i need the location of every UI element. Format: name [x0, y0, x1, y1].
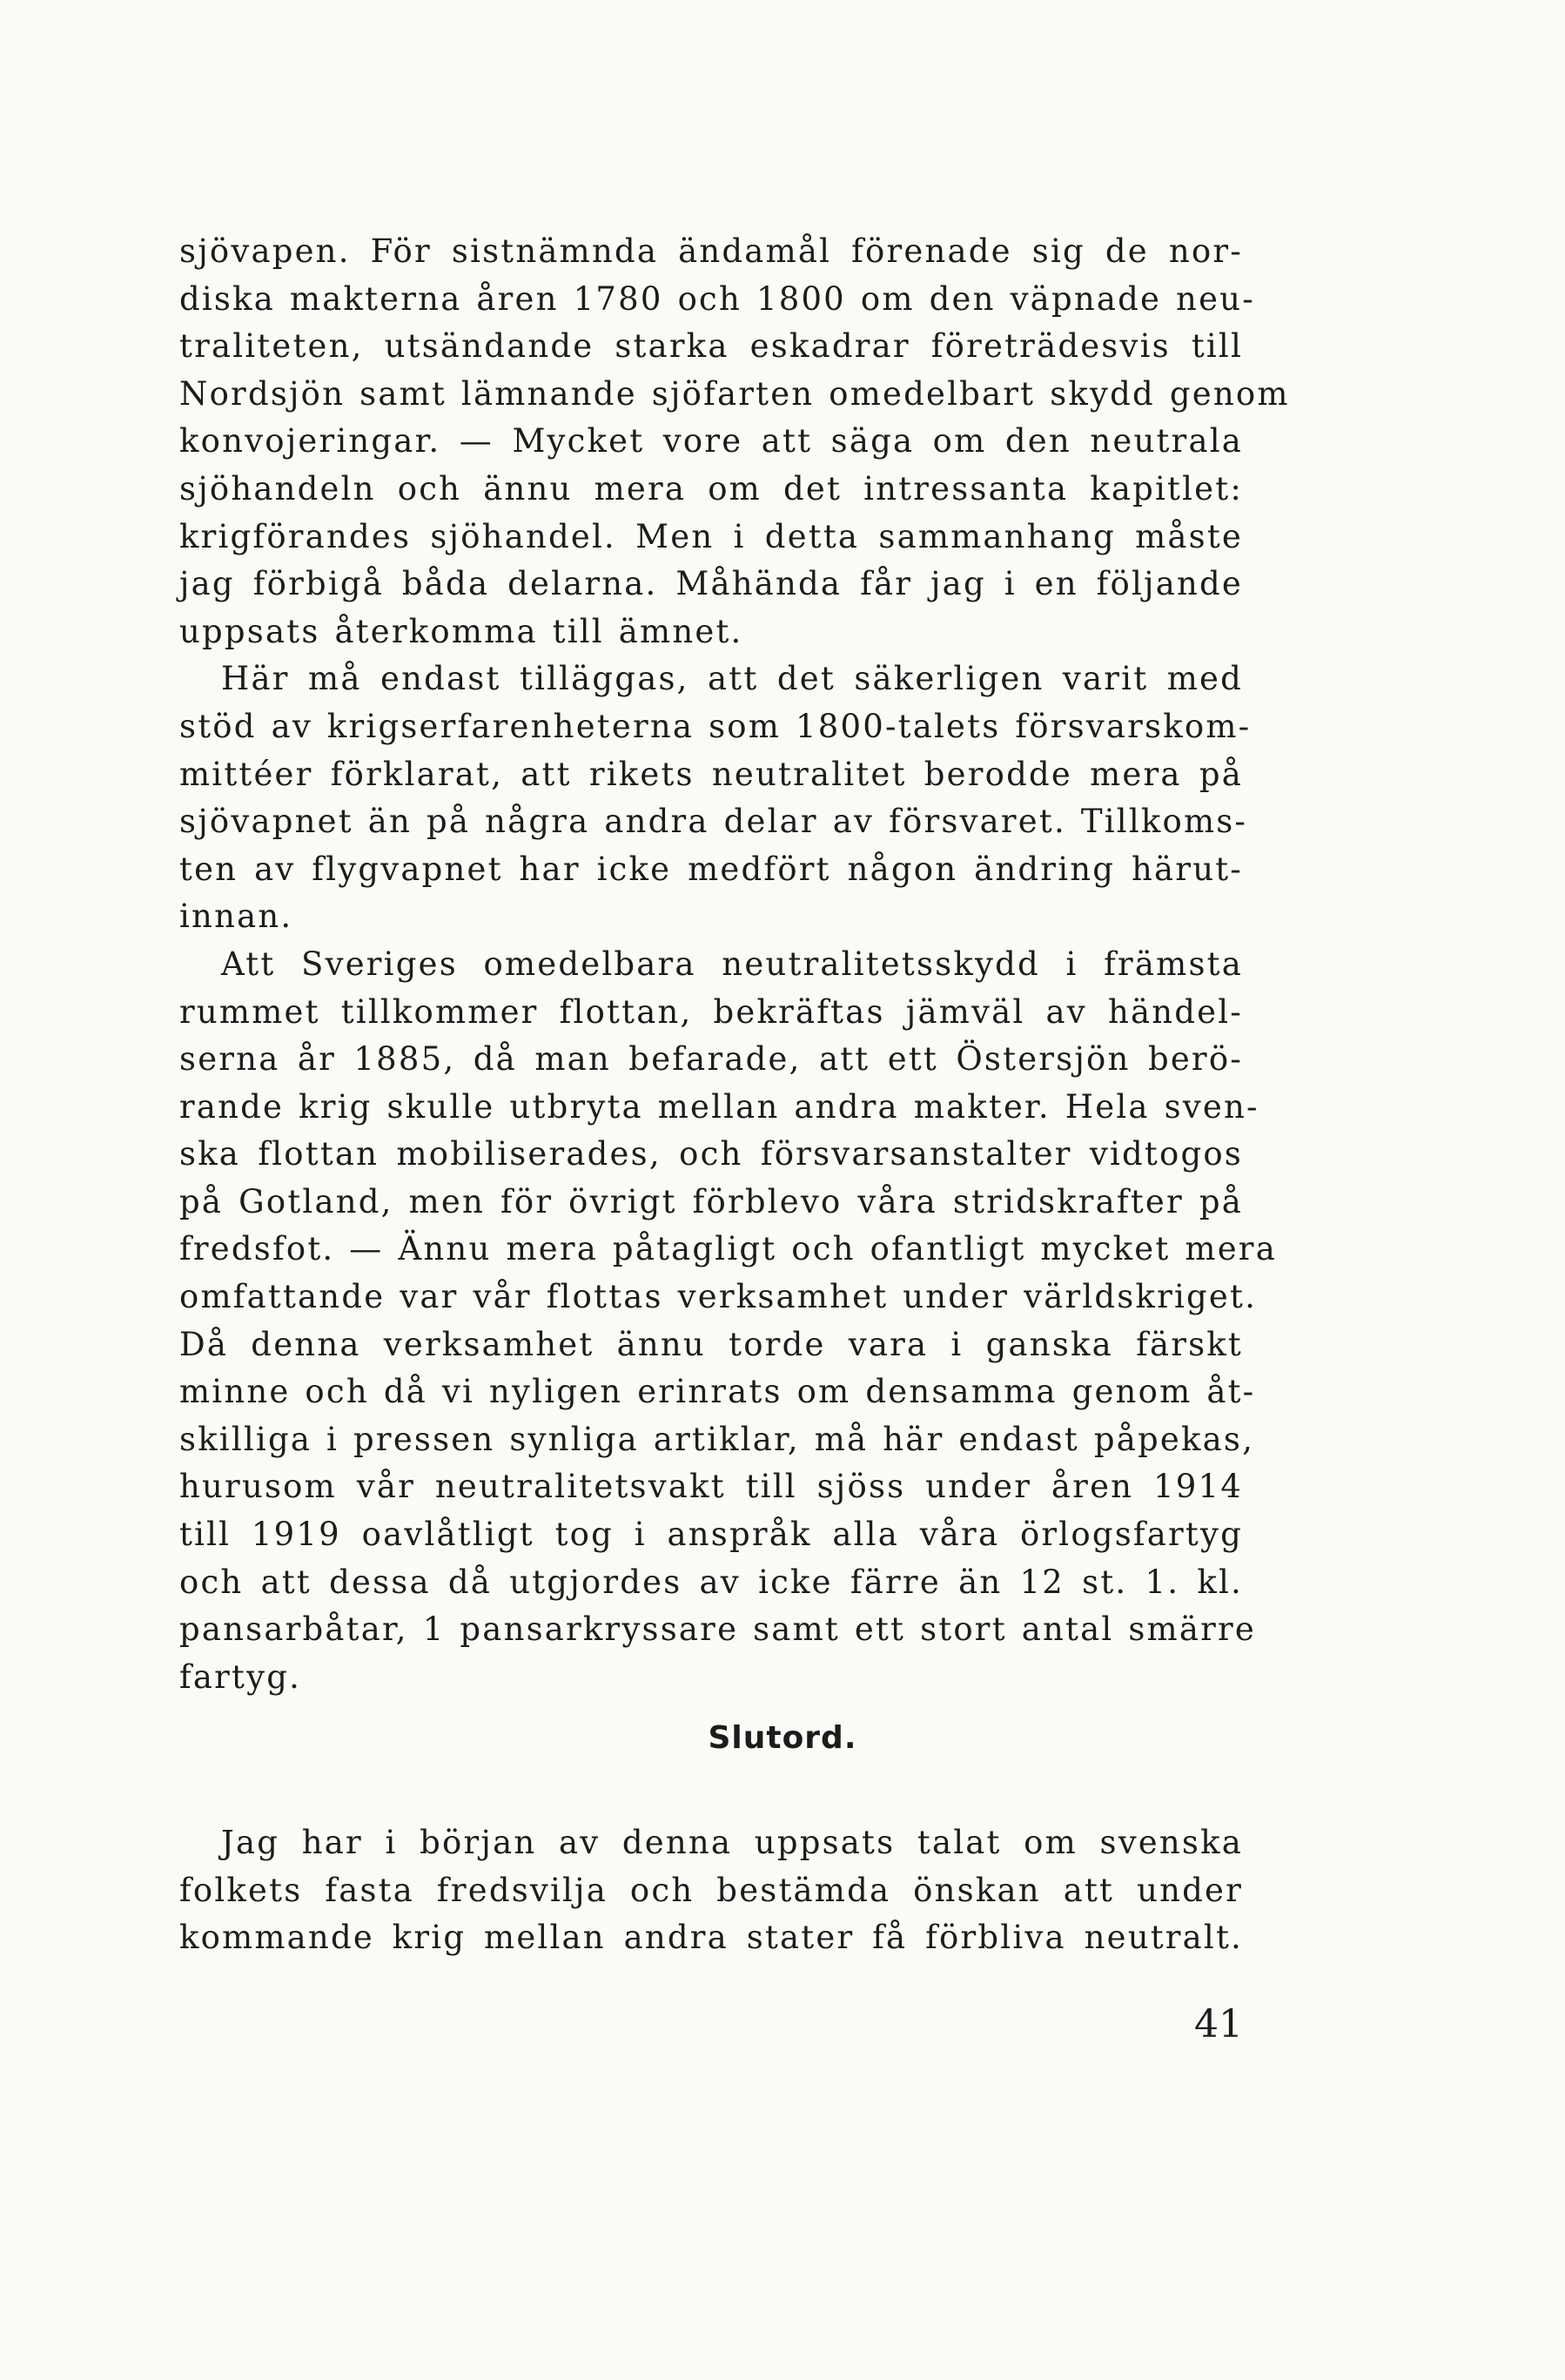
text-line: Att Sveriges omedelbara neutralitetsskydd i främsta — [221, 945, 1243, 983]
text-line: kommande krig mellan andra stater få förbliva neutralt. — [179, 1919, 1243, 1957]
page-number: 41 — [1194, 2002, 1243, 2047]
text-line: Här må endast tilläggas, att det säkerligen varit med — [221, 660, 1243, 698]
body-text — [179, 228, 1290, 1701]
text-line: folkets fasta fredsvilja och bestämda önskan att under — [179, 1871, 1243, 1909]
text-line: diska makterna åren 1780 och 1800 om den väpnade neu- — [179, 279, 1255, 318]
text-line: stöd av krigserfarenheterna som 1800-talets försvarskom- — [179, 707, 1252, 745]
text-line: hurusom vår neutralitetsvakt till sjöss under åren 1914 — [179, 1468, 1243, 1506]
text-line: till 1919 oavlåtligt tog i anspråk alla våra örlogsfartyg — [179, 1516, 1243, 1554]
text-line: fartyg. — [179, 1657, 302, 1696]
text-line: pansarbåtar, 1 pansarkryssare samt ett stort antal smärre — [179, 1610, 1256, 1649]
text-line: fredsfot. — Ännu mera påtagligt och ofantligt mycket mera — [179, 1230, 1277, 1268]
text-line: sjövapen. För sistnämnda ändamål förenade sig de nor- — [179, 232, 1243, 270]
text-line: Nordsjön samt lämnande sjöfarten omedelbart skydd genom — [179, 374, 1290, 413]
text-line: ska flottan mobiliserades, och försvarsanstalter vidtogos — [179, 1135, 1243, 1173]
text-line: mittéer förklarat, att rikets neutralitet berodde mera på — [179, 755, 1243, 793]
text-line: skilliga i pressen synliga artiklar, må här endast påpekas, — [179, 1420, 1255, 1458]
text-line: och att dessa då utgjordes av icke färre än 12 st. 1. kl. — [179, 1563, 1243, 1601]
text-line: minne och då vi nyligen erinrats om densamma genom åt- — [179, 1373, 1256, 1411]
section-heading: Slutord. — [708, 1720, 857, 1756]
text-line: traliteten, utsändande starka eskadrar företrädesvis till — [179, 327, 1243, 366]
text-line: rande krig skulle utbryta mellan andra makter. Hela sven- — [179, 1087, 1259, 1126]
text-line: konvojeringar. — Mycket vore att säga om den neutrala — [179, 422, 1243, 461]
text-line: innan. — [179, 898, 293, 936]
text-line: omfattande var vår flottas verksamhet under världskriget. — [179, 1278, 1258, 1316]
text-line: uppsats återkomma till ämnet. — [179, 612, 743, 650]
text-line: Jag har i början av denna uppsats talat om svenska — [221, 1824, 1243, 1861]
closing-paragraph — [179, 1819, 1243, 1962]
text-line: Då denna verksamhet ännu torde vara i ganska färskt — [179, 1325, 1243, 1363]
text-line: sjövapnet än på några andra delar av försvaret. Tillkoms- — [179, 803, 1248, 841]
text-line: serna år 1885, då man befarade, att ett Östersjön berö- — [179, 1040, 1243, 1079]
text-line: på Gotland, men för övrigt förblevo våra stridskrafter på — [179, 1182, 1243, 1220]
text-line: ten av flygvapnet har icke medfört någon ändring härut- — [179, 850, 1243, 888]
text-line: jag förbigå båda delarna. Måhända får jag i en följande — [179, 565, 1243, 603]
text-line: sjöhandeln och ännu mera om det intressanta kapitlet: — [179, 469, 1243, 508]
text-line: krigförandes sjöhandel. Men i detta sammanhang måste — [179, 517, 1243, 555]
text-line: rummet tillkommer flottan, bekräftas jämväl av händel- — [179, 992, 1243, 1031]
